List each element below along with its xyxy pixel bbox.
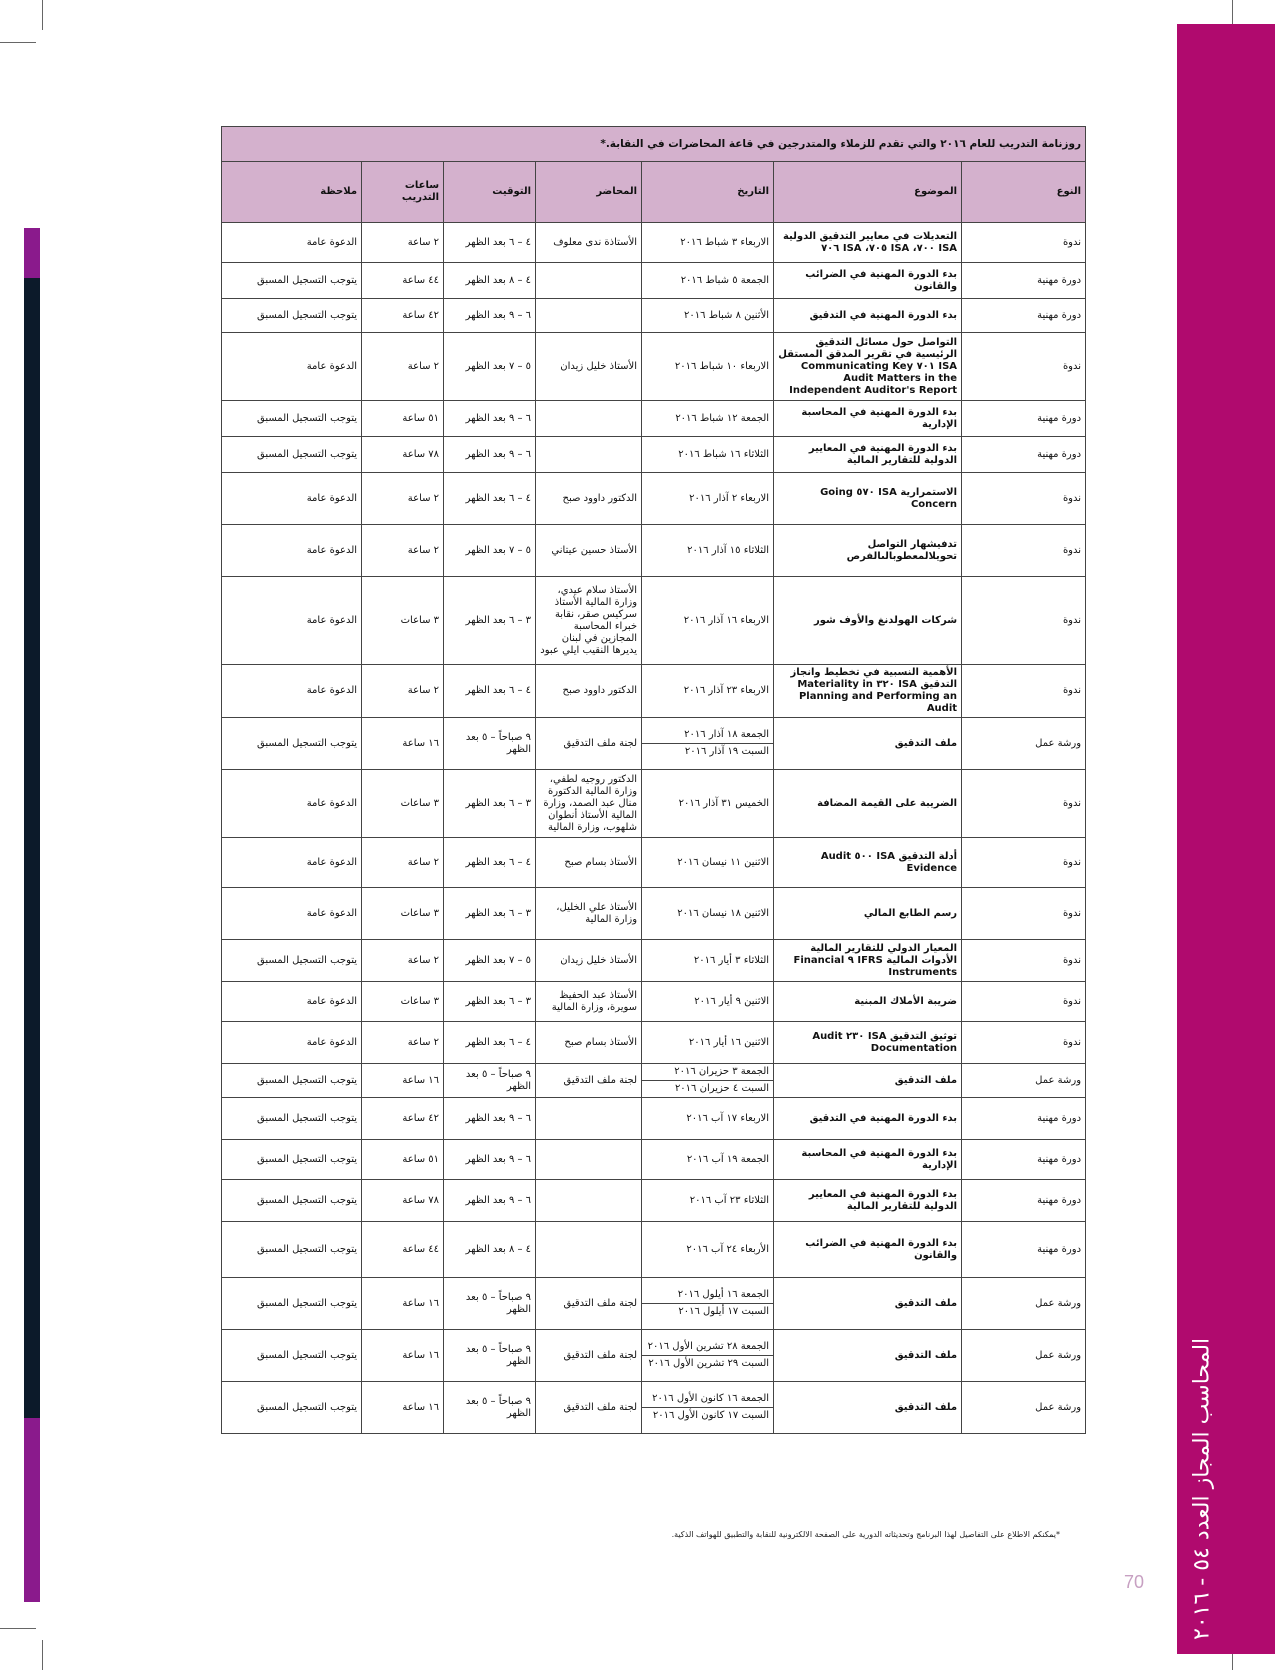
row-type: دورة مهنية <box>962 437 1086 473</box>
row-hours: ٢ ساعة <box>362 525 444 577</box>
row-note: الدعوة عامة <box>222 223 362 263</box>
row-topic: بدء الدورة المهنية في الضرائب والقانون <box>774 263 962 299</box>
row-hours: ٣ ساعات <box>362 577 444 665</box>
footnote: *يمكنكم الاطلاع على التفاصيل لهذا البرنامج وتحديثاته الدورية على الصفحة الالكترونية للنقابة والتطبيق للهواتف الذكية. <box>671 1530 1060 1539</box>
row-date <box>642 838 774 888</box>
row-topic: بدء الدورة المهنية في التدقيق <box>774 299 962 333</box>
row-topic: التعديلات في معايير التدقيق الدولية ISA ٧٠٠، ISA ٧٠٥، ISA ٧٠٦ <box>774 223 962 263</box>
row-note: يتوجب التسجيل المسبق <box>222 718 362 770</box>
row-hours: ٧٨ ساعة <box>362 437 444 473</box>
row-time: ٣ – ٦ بعد الظهر <box>444 577 536 665</box>
row-note: يتوجب التسجيل المسبق <box>222 1222 362 1278</box>
crop-mark <box>42 1640 43 1670</box>
row-hours: ١٦ ساعة <box>362 1382 444 1434</box>
row-date-part: الجمعة ١٦ كانون الأول ٢٠١٦ <box>652 1393 770 1404</box>
row-type: ندوة <box>962 940 1086 982</box>
row-lecturer <box>536 1180 642 1222</box>
row-note: يتوجب التسجيل المسبق <box>222 1064 362 1098</box>
row-hours: ٢ ساعة <box>362 1022 444 1064</box>
table-row <box>222 940 1086 982</box>
row-date <box>642 223 774 263</box>
header-type: النوع <box>962 162 1086 223</box>
row-type: ندوة <box>962 982 1086 1022</box>
table-row <box>222 770 1086 838</box>
row-date <box>642 333 774 401</box>
table-row <box>222 1382 1086 1434</box>
row-type: دورة مهنية <box>962 299 1086 333</box>
row-type: دورة مهنية <box>962 1180 1086 1222</box>
row-lecturer: الدكتور داوود صبح <box>536 473 642 525</box>
row-time: ٦ – ٩ بعد الظهر <box>444 401 536 437</box>
row-date <box>642 1222 774 1278</box>
row-lecturer: الأستاذة ندى معلوف <box>536 223 642 263</box>
row-date-part: الجمعة ١٨ آذار ٢٠١٦ <box>684 729 770 740</box>
row-date-part: الجمعة ٥ شباط ٢٠١٦ <box>680 274 770 286</box>
row-date <box>642 1278 774 1330</box>
row-type: دورة مهنية <box>962 263 1086 299</box>
row-type: ندوة <box>962 473 1086 525</box>
row-note: يتوجب التسجيل المسبق <box>222 437 362 473</box>
row-note: يتوجب التسجيل المسبق <box>222 1330 362 1382</box>
row-date-part: السبت ٢٩ تشرين الأول ٢٠١٦ <box>642 1355 773 1372</box>
row-hours: ٥١ ساعة <box>362 1140 444 1180</box>
row-date-part: الجمعة ١٦ أيلول ٢٠١٦ <box>677 1289 770 1300</box>
row-hours: ٢ ساعة <box>362 838 444 888</box>
row-date-part: الجمعة ٢٨ تشرين الأول ٢٠١٦ <box>647 1341 770 1352</box>
row-hours: ٢ ساعة <box>362 473 444 525</box>
row-note: الدعوة عامة <box>222 473 362 525</box>
row-lecturer: لجنة ملف التدقيق <box>536 1064 642 1098</box>
row-date <box>642 263 774 299</box>
row-hours: ٣ ساعات <box>362 888 444 940</box>
table-header-row <box>222 162 1086 223</box>
row-date <box>642 401 774 437</box>
row-type: دورة مهنية <box>962 1222 1086 1278</box>
row-date-part: الاربعاء ١٧ آب ٢٠١٦ <box>686 1112 770 1124</box>
row-hours: ٤٤ ساعة <box>362 263 444 299</box>
row-topic: المعيار الدولي للتقارير المالية الأدوات المالية IFRS ٩ Financial Instruments <box>774 940 962 982</box>
header-date: التاريخ <box>642 162 774 223</box>
row-date-part: الاربعاء ٢٣ آذار ٢٠١٦ <box>683 685 770 696</box>
table-row <box>222 1180 1086 1222</box>
row-topic: ملف التدقيق <box>774 1330 962 1382</box>
row-date <box>642 1140 774 1180</box>
row-topic: بدء الدورة المهنية في المعايير الدولية للتقارير المالية <box>774 1180 962 1222</box>
row-date-part: الاربعاء ٢ آذار ٢٠١٦ <box>689 492 770 504</box>
row-date-part: الجمعة ٣ حزيران ٢٠١٦ <box>674 1066 770 1077</box>
row-date-part: الثلاثاء ٣ أيار ٢٠١٦ <box>693 954 770 966</box>
row-time: ٦ – ٩ بعد الظهر <box>444 1098 536 1140</box>
table-row <box>222 1022 1086 1064</box>
row-time: ٩ صباحاً – ٥ بعد الظهر <box>444 1278 536 1330</box>
row-topic: الاستمرارية ISA ٥٧٠ Going Concern <box>774 473 962 525</box>
row-note: يتوجب التسجيل المسبق <box>222 1180 362 1222</box>
row-note: يتوجب التسجيل المسبق <box>222 1382 362 1434</box>
row-time: ٤ – ٦ بعد الظهر <box>444 838 536 888</box>
row-hours: ١٦ ساعة <box>362 718 444 770</box>
row-note: الدعوة عامة <box>222 770 362 838</box>
row-note: الدعوة عامة <box>222 1022 362 1064</box>
row-hours: ٣ ساعات <box>362 982 444 1022</box>
row-date-part: السبت ١٩ آذار ٢٠١٦ <box>642 743 773 760</box>
row-lecturer <box>536 437 642 473</box>
page-number: 70 <box>1124 1572 1145 1592</box>
row-note: الدعوة عامة <box>222 333 362 401</box>
row-topic: ملف التدقيق <box>774 718 962 770</box>
table-row <box>222 1330 1086 1382</box>
row-lecturer: الأستاذ خليل زيدان <box>536 333 642 401</box>
crop-mark <box>0 42 36 43</box>
row-note: يتوجب التسجيل المسبق <box>222 1278 362 1330</box>
row-lecturer: الأستاذ سلام عيدي، وزارة المالية الأستاذ سركيس صقر، نقابة خبراء المحاسبة المجازين في لبنان يديرها النقيب ايلي عبود <box>536 577 642 665</box>
row-date-part: الأربعاء ٢٤ آب ٢٠١٦ <box>686 1243 770 1255</box>
row-lecturer <box>536 1140 642 1180</box>
header-time: التوقيت <box>444 162 536 223</box>
row-topic: أدلة التدقيق ISA ٥٠٠ Audit Evidence <box>774 838 962 888</box>
row-type: ندوة <box>962 525 1086 577</box>
row-hours: ٢ ساعة <box>362 333 444 401</box>
row-type: دورة مهنية <box>962 1098 1086 1140</box>
row-lecturer: لجنة ملف التدقيق <box>536 718 642 770</box>
row-time: ٩ صباحاً – ٥ بعد الظهر <box>444 1330 536 1382</box>
row-date <box>642 437 774 473</box>
table-row <box>222 263 1086 299</box>
row-time: ٤ – ٦ بعد الظهر <box>444 473 536 525</box>
row-date-part: الاربعاء ١٦ آذار ٢٠١٦ <box>683 614 770 626</box>
row-type: ندوة <box>962 333 1086 401</box>
header-hours: ساعات التدريب <box>362 162 444 223</box>
row-type: ورشة عمل <box>962 1382 1086 1434</box>
row-lecturer: الأستاذ حسين عيتاني <box>536 525 642 577</box>
row-date-part: الاربعاء ٣ شباط ٢٠١٦ <box>680 236 770 248</box>
table-row <box>222 1098 1086 1140</box>
left-decorative-strip <box>24 228 40 1602</box>
row-time: ٦ – ٩ بعد الظهر <box>444 1140 536 1180</box>
table-row <box>222 1140 1086 1180</box>
row-date-part: الجمعة ١٩ آب ٢٠١٦ <box>686 1153 770 1165</box>
row-date-part: الاربعاء ١٠ شباط ٢٠١٦ <box>674 360 770 372</box>
row-date-part: الجمعة ١٢ شباط ٢٠١٦ <box>675 412 770 424</box>
row-time: ٤ – ٨ بعد الظهر <box>444 1222 536 1278</box>
table-row <box>222 525 1086 577</box>
crop-mark <box>0 1628 36 1629</box>
row-type: ورشة عمل <box>962 1330 1086 1382</box>
row-time: ٤ – ٦ بعد الظهر <box>444 223 536 263</box>
row-date <box>642 1180 774 1222</box>
row-hours: ٤٢ ساعة <box>362 1098 444 1140</box>
row-time: ٤ – ٨ بعد الظهر <box>444 263 536 299</box>
table-row <box>222 888 1086 940</box>
row-topic: بدء الدورة المهنية في التدقيق <box>774 1098 962 1140</box>
row-note: الدعوة عامة <box>222 888 362 940</box>
header-note: ملاحظة <box>222 162 362 223</box>
row-lecturer: الأستاذ بسام صبح <box>536 1022 642 1064</box>
row-date-part: الاثنين ١٨ نيسان ٢٠١٦ <box>677 907 770 919</box>
row-note: يتوجب التسجيل المسبق <box>222 940 362 982</box>
row-topic: التواصل حول مسائل التدقيق الرئيسية في تقرير المدقق المستقل ISA ٧٠١ Communicating Key Audit Matters in the Independent Auditor's Report <box>774 333 962 401</box>
table-row <box>222 577 1086 665</box>
table-row <box>222 333 1086 401</box>
row-note: يتوجب التسجيل المسبق <box>222 1098 362 1140</box>
table-caption-row <box>222 127 1086 162</box>
header-topic: الموضوع <box>774 162 962 223</box>
table-row <box>222 223 1086 263</box>
row-date <box>642 1330 774 1382</box>
row-hours: ٤٤ ساعة <box>362 1222 444 1278</box>
row-date-part: الاثنين ١٦ أيار ٢٠١٦ <box>688 1036 770 1048</box>
row-lecturer: لجنة ملف التدقيق <box>536 1278 642 1330</box>
row-date-part: الثلاثاء ٢٣ آب ٢٠١٦ <box>689 1194 770 1206</box>
row-date <box>642 1064 774 1098</box>
row-date-part: الثلاثاء ١٦ شباط ٢٠١٦ <box>678 448 770 460</box>
row-note: الدعوة عامة <box>222 982 362 1022</box>
row-lecturer <box>536 1222 642 1278</box>
table-row <box>222 1278 1086 1330</box>
row-lecturer: الدكتور داوود صبح <box>536 665 642 718</box>
crop-mark <box>42 0 43 30</box>
row-lecturer: الأستاذ عبد الحفيظ سويرة، وزارة المالية <box>536 982 642 1022</box>
table-row <box>222 437 1086 473</box>
row-type: ورشة عمل <box>962 718 1086 770</box>
row-type: ندوة <box>962 665 1086 718</box>
row-type: ورشة عمل <box>962 1278 1086 1330</box>
row-topic: ملف التدقيق <box>774 1064 962 1098</box>
row-date <box>642 1098 774 1140</box>
row-date <box>642 770 774 838</box>
header-lecturer: المحاضر <box>536 162 642 223</box>
row-time: ٦ – ٩ بعد الظهر <box>444 299 536 333</box>
row-time: ٣ – ٦ بعد الظهر <box>444 982 536 1022</box>
row-hours: ٢ ساعة <box>362 223 444 263</box>
row-hours: ٢ ساعة <box>362 940 444 982</box>
table-row <box>222 665 1086 718</box>
row-topic: ملف التدقيق <box>774 1382 962 1434</box>
row-note: يتوجب التسجيل المسبق <box>222 401 362 437</box>
row-lecturer <box>536 1098 642 1140</box>
row-time: ٩ صباحاً – ٥ بعد الظهر <box>444 1382 536 1434</box>
row-hours: ٣ ساعات <box>362 770 444 838</box>
row-topic: رسم الطابع المالي <box>774 888 962 940</box>
row-date <box>642 299 774 333</box>
row-time: ٦ – ٩ بعد الظهر <box>444 437 536 473</box>
row-type: ندوة <box>962 770 1086 838</box>
row-time: ٤ – ٦ بعد الظهر <box>444 1022 536 1064</box>
row-date <box>642 1022 774 1064</box>
table-row <box>222 1064 1086 1098</box>
row-lecturer: لجنة ملف التدقيق <box>536 1330 642 1382</box>
row-date-part: الاثنين ٩ أيار ٢٠١٦ <box>694 995 770 1007</box>
table-row <box>222 299 1086 333</box>
row-date-part: الثلاثاء ١٥ آذار ٢٠١٦ <box>687 544 770 556</box>
row-note: الدعوة عامة <box>222 665 362 718</box>
row-topic: ضريبة الأملاك المبنية <box>774 982 962 1022</box>
row-date-part: السبت ١٧ أيلول ٢٠١٦ <box>642 1303 773 1320</box>
row-date <box>642 525 774 577</box>
row-hours: ٥١ ساعة <box>362 401 444 437</box>
row-lecturer <box>536 263 642 299</box>
row-type: ندوة <box>962 1022 1086 1064</box>
row-hours: ٢ ساعة <box>362 665 444 718</box>
row-time: ٣ – ٦ بعد الظهر <box>444 770 536 838</box>
row-time: ٥ – ٧ بعد الظهر <box>444 525 536 577</box>
row-time: ٣ – ٦ بعد الظهر <box>444 888 536 940</box>
row-note: يتوجب التسجيل المسبق <box>222 263 362 299</box>
row-type: ورشة عمل <box>962 1064 1086 1098</box>
row-time: ٥ – ٧ بعد الظهر <box>444 333 536 401</box>
row-hours: ١٦ ساعة <box>362 1278 444 1330</box>
row-hours: ٤٢ ساعة <box>362 299 444 333</box>
row-type: ندوة <box>962 223 1086 263</box>
row-note: الدعوة عامة <box>222 838 362 888</box>
row-time: ٥ – ٧ بعد الظهر <box>444 940 536 982</box>
row-hours: ١٦ ساعة <box>362 1330 444 1382</box>
row-type: دورة مهنية <box>962 401 1086 437</box>
row-topic: بدء الدورة المهنية في المحاسبة الإدارية <box>774 1140 962 1180</box>
training-schedule-table <box>221 126 1086 1434</box>
row-topic: بدء الدورة المهنية في المحاسبة الإدارية <box>774 401 962 437</box>
row-date-part: الخميس ٣١ آذار ٢٠١٦ <box>678 797 770 809</box>
row-lecturer: الأستاذ خليل زيدان <box>536 940 642 982</box>
row-date <box>642 888 774 940</box>
row-topic: بدء الدورة المهنية في المعايير الدولية للتقارير المالية <box>774 437 962 473</box>
row-topic: توثيق التدقيق ISA ٢٣٠ Audit Documentation <box>774 1022 962 1064</box>
table-row <box>222 982 1086 1022</box>
magazine-issue-label: المحاسب المجاز العدد ٥٤ - ٢٠١٦ <box>1189 1337 1215 1640</box>
row-topic: بدء الدورة المهنية في الضرائب والقانون <box>774 1222 962 1278</box>
table-caption: روزنامة التدريب للعام ٢٠١٦ والتي تقدم للزملاء والمتدرجين في قاعة المحاضرات في النقابة.* <box>222 127 1086 162</box>
row-date <box>642 718 774 770</box>
row-date <box>642 665 774 718</box>
row-date-part: السبت ١٧ كانون الأول ٢٠١٦ <box>642 1407 773 1424</box>
row-type: ندوة <box>962 838 1086 888</box>
row-date <box>642 940 774 982</box>
table-row <box>222 473 1086 525</box>
table-row <box>222 838 1086 888</box>
table-row <box>222 718 1086 770</box>
row-date <box>642 577 774 665</box>
row-time: ٩ صباحاً – ٥ بعد الظهر <box>444 1064 536 1098</box>
row-date <box>642 982 774 1022</box>
row-time: ٤ – ٦ بعد الظهر <box>444 665 536 718</box>
row-date <box>642 473 774 525</box>
row-type: ندوة <box>962 577 1086 665</box>
row-topic: شركات الهولدنغ والأوف شور <box>774 577 962 665</box>
row-topic: الأهمية النسبية في تخطيط وانجاز التدقيق ISA ٣٢٠ Materiality in Planning and Performing an Audit <box>774 665 962 718</box>
row-lecturer: الأستاذ بسام صبح <box>536 838 642 888</box>
row-date-part: الأثنين ٨ شباط ٢٠١٦ <box>684 309 770 321</box>
row-type: ندوة <box>962 888 1086 940</box>
row-note: يتوجب التسجيل المسبق <box>222 299 362 333</box>
table-row <box>222 1222 1086 1278</box>
row-topic: ملف التدقيق <box>774 1278 962 1330</box>
row-hours: ٧٨ ساعة <box>362 1180 444 1222</box>
row-time: ٦ – ٩ بعد الظهر <box>444 1180 536 1222</box>
row-lecturer: لجنة ملف التدقيق <box>536 1382 642 1434</box>
row-type: دورة مهنية <box>962 1140 1086 1180</box>
row-note: يتوجب التسجيل المسبق <box>222 1140 362 1180</box>
row-note: الدعوة عامة <box>222 525 362 577</box>
row-lecturer: الدكتور روجيه لطفي، وزارة المالية الدكتورة منال عبد الصمد، وزارة المالية الأستاذ أنطوان شلهوب، وزارة المالية <box>536 770 642 838</box>
row-date-part: السبت ٤ حزيران ٢٠١٦ <box>642 1080 773 1097</box>
row-date <box>642 1382 774 1434</box>
row-topic: الضريبة على القيمة المضافة <box>774 770 962 838</box>
row-topic: تدفيشهار التواصل تحويلالمعطوبالىالفرص <box>774 525 962 577</box>
row-lecturer <box>536 401 642 437</box>
row-date-part: الاثنين ١١ نيسان ٢٠١٦ <box>677 856 770 868</box>
row-note: الدعوة عامة <box>222 577 362 665</box>
row-hours: ١٦ ساعة <box>362 1064 444 1098</box>
row-lecturer <box>536 299 642 333</box>
table-row <box>222 401 1086 437</box>
row-lecturer: الأستاذ علي الخليل، وزارة المالية <box>536 888 642 940</box>
row-time: ٩ صباحاً – ٥ بعد الظهر <box>444 718 536 770</box>
